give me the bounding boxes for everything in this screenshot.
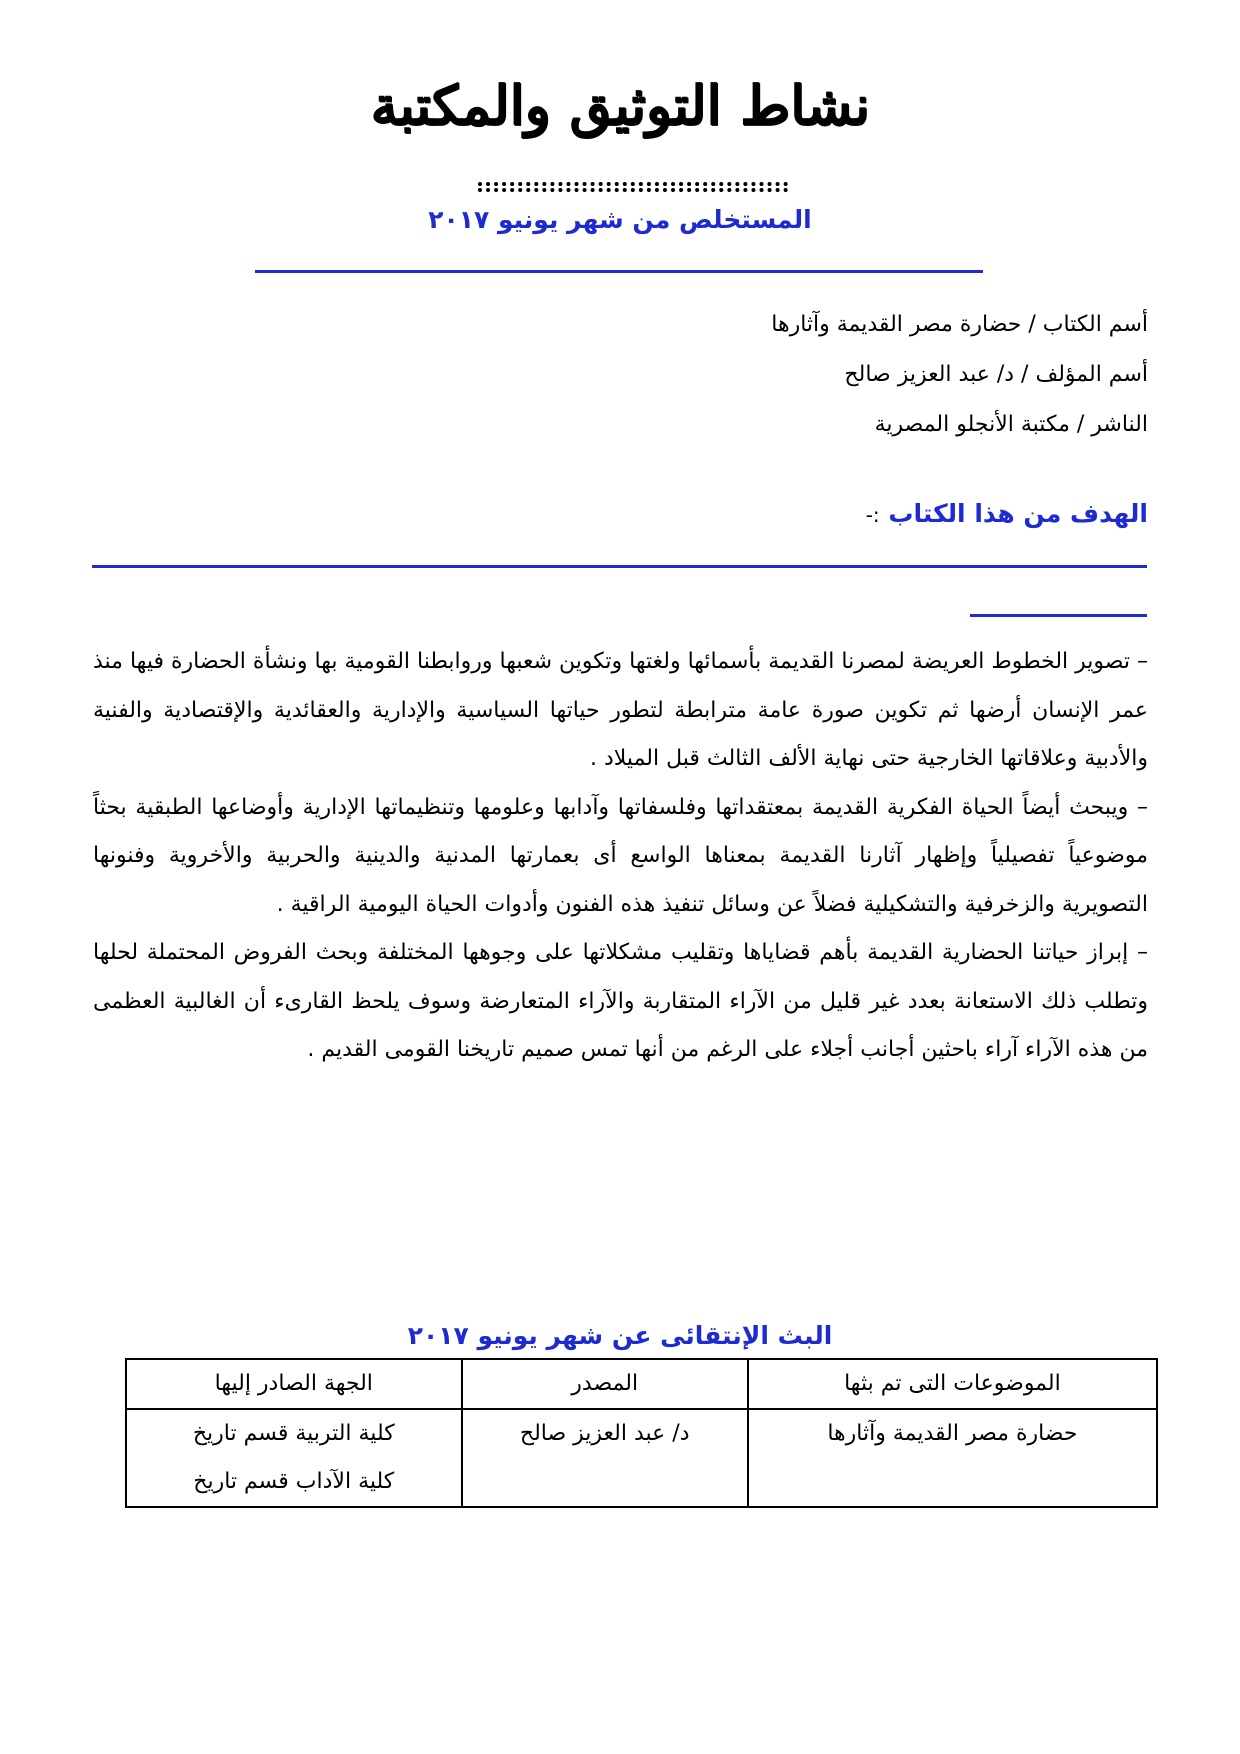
book-publisher-line: الناشر / مكتبة الأنجلو المصرية (874, 412, 1148, 437)
cell-topic: حضارة مصر القديمة وآثارها (748, 1409, 1157, 1507)
goal-heading-text: الهدف من هذا الكتاب (888, 499, 1148, 528)
book-author-line: أسم المؤلف / د/ عبد العزيز صالح (844, 362, 1148, 387)
book-title-line: أسم الكتاب / حضارة مصر القديمة وآثارها (771, 312, 1148, 337)
goal-paragraph: – ويبحث أيضاً الحياة الفكرية القديمة بمعتقداتها وفلسفاتها وآدابها وعلومها وتنظيماتها الإدارية وأوضاعها الطبقية بحثاً موضوعياً تفصيلياً وإظهار آثارنا القديمة بمعناها الواسع أى بعمارتها المدنية والدينية والحربية والأخروية وفنونها التصويرية والزخرفية والتشكيلية فضلاً عن وسائل تنفيذ هذه الفنون وأدوات الحياة اليومية الراقية . (93, 794, 1148, 917)
goal-paragraph: – إبراز حياتنا الحضارية القديمة بأهم قضاياها وتقليب مشكلاتها على وجوهها المختلفة وبحث الفروض المحتملة لحلها وتطلب ذلك الاستعانة بعدد غير قليل من الآراء المتقاربة والآراء المتعارضة وسوف يلحظ القارىء أن الغالبية العظمى من هذه الآراء آراء باحثين أجانب أجلاء على الرغم من أنها تمس صميم تاريخنا القومى القديم . (93, 940, 1148, 1062)
broadcast-table (125, 1358, 1158, 1508)
column-header-source: المصدر (462, 1359, 748, 1409)
cell-recipients (126, 1409, 462, 1507)
goal-body (93, 638, 1148, 1075)
page-title: نشاط التوثيق والمكتبة (370, 73, 870, 137)
broadcast-table-title: البث الإنتقائى عن شهر يونيو ٢٠١٧ (407, 1321, 833, 1350)
goal-paragraph: – تصوير الخطوط العريضة لمصرنا القديمة بأسمائها ولغتها وتكوين شعبها وروابطنا القومية بها ونشأة الحضارة فيها منذ عمر الإنسان أرضها ثم تكوين صورة عامة مترابطة لتطور حياتها السياسية والإدارية والعقائدية والإقتصادية والفنية والأدبية وعلاقاتها الخارجية حتى نهاية الألف الثالث قبل الميلاد . (93, 649, 1148, 771)
page-subtitle: المستخلص من شهر يونيو ٢٠١٧ (428, 205, 812, 234)
dotted-divider (478, 182, 788, 192)
column-header-topics: الموضوعات التى تم بثها (748, 1359, 1157, 1409)
recipient-line: كلية التربية قسم تاريخ (192, 1421, 395, 1446)
book-info (248, 300, 1148, 450)
subtitle-underline (255, 270, 983, 273)
table-row (126, 1409, 1157, 1507)
goal-heading-suffix: :- (865, 503, 880, 527)
recipient-line: كلية الآداب قسم تاريخ (193, 1469, 395, 1494)
table-header-row (126, 1359, 1157, 1409)
cell-source: د/ عبد العزيز صالح (462, 1409, 748, 1507)
section-divider-short (970, 614, 1147, 617)
section-divider (92, 565, 1147, 568)
column-header-recipients: الجهة الصادر إليها (126, 1359, 462, 1409)
goal-heading (248, 494, 1148, 535)
